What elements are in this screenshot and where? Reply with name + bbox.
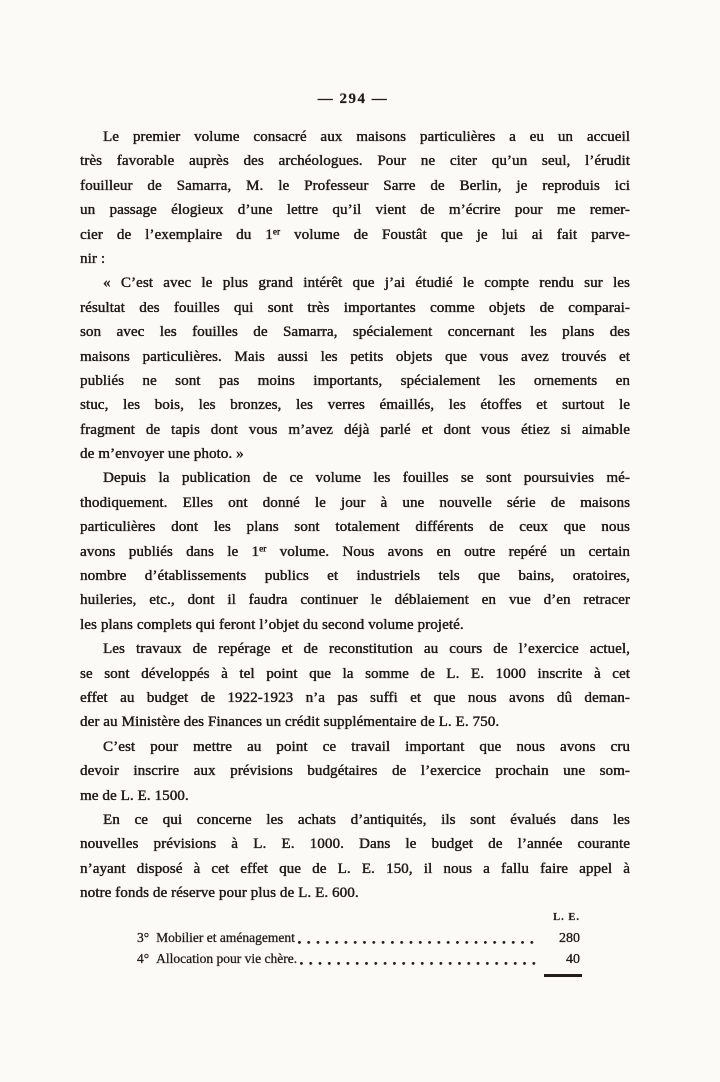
- text-line: nombre d’établissements publics et industriels tels que bains, oratoires,: [80, 568, 630, 585]
- text-line: « C’est avec le plus grand intérêt que j’ai étudié le compte rendu sur les: [103, 275, 630, 292]
- paragraph: [80, 808, 630, 906]
- text-line: nouvelles prévisions à L. E. 1000. Dans le budget de l’année courante: [80, 836, 630, 853]
- currency-header: L. E.: [553, 912, 580, 923]
- text-line: Le premier volume consacré aux maisons particulières a eu un accueil: [103, 129, 630, 145]
- text-line: très favorable auprès des archéologues. Pour ne citer qu’un seul, l’érudit: [80, 153, 630, 170]
- text-line: fragment de tapis dont vous m’avez déjà parlé et dont vous étiez si aimable: [80, 421, 630, 438]
- budget-row-label: Allocation pour vie chère.: [156, 951, 298, 966]
- text-line: C’est pour mettre au point ce travail important que nous avons cru: [103, 738, 630, 755]
- text-line: fouilleur de Samarra, M. le Professeur Sarre de Berlin, je reproduis ici: [80, 177, 630, 194]
- text-line: maisons particulières. Mais aussi les petits objets que vous avez trouvés et: [80, 348, 630, 365]
- budget-table: [80, 911, 630, 977]
- text-line: les plans complets qui feront l’objet du second volume projeté.: [80, 616, 464, 633]
- text-line: un passage élogieux d’une lettre qu’il vient de m’écrire pour me remer-: [80, 202, 630, 219]
- paragraph: [80, 735, 630, 808]
- text-line: n’ayant disposé à cet effet que de L. E. 150, il nous a fallu faire appel à: [80, 860, 630, 877]
- text-line: publiés ne sont pas moins importants, spécialement les ornements en: [80, 372, 630, 389]
- text-line: stuc, les bois, les bronzes, les verres émaillés, les étoffes et surtout le: [80, 397, 630, 414]
- text-line: avons publiés dans le 1er volume. Nous avons en outre repéré un certain: [80, 543, 630, 560]
- sum-rule: [544, 974, 582, 977]
- budget-row: [80, 948, 630, 969]
- text-line: der au Ministère des Finances un crédit supplémentaire de L. E. 750.: [80, 714, 500, 731]
- text-line: huileries, etc., dont il faudra continuer le déblaiement en vue d’en retracer: [80, 592, 630, 609]
- text-line: devoir inscrire aux prévisions budgétaires de l’exercice prochain une som-: [80, 763, 630, 780]
- text-line: se sont développés à tel point que la somme de L. E. 1000 inscrite à cet: [80, 665, 630, 682]
- dot-leader: [300, 959, 538, 965]
- page-number: — 294 —: [317, 91, 389, 107]
- text-line: notre fonds de réserve pour plus de L. E. 600.: [80, 885, 359, 902]
- paragraph: [80, 125, 630, 271]
- text-line: son avec les fouilles de Samarra, spécialement concernant les plans des: [80, 324, 630, 341]
- budget-row-label: Mobilier et aménagement: [156, 930, 295, 945]
- budget-row-ordinal: 4°: [137, 951, 150, 966]
- budget-row-value: 280: [559, 931, 580, 946]
- text-line: Les travaux de repérage et de reconstitution au cours de l’exercice actuel,: [103, 641, 630, 658]
- text-line: cier de l’exemplaire du 1er volume de Foustât que je lui ai fait parve-: [80, 226, 630, 243]
- dot-leader: [298, 938, 538, 944]
- text-line: thodiquement. Elles ont donné le jour à une nouvelle série de maisons: [80, 494, 630, 511]
- text-line: Depuis la publication de ce volume les fouilles se sont poursuivies mé-: [103, 470, 630, 487]
- text-line: de m’envoyer une photo. »: [80, 446, 244, 463]
- paragraph: [80, 271, 630, 466]
- budget-row-value: 40: [566, 952, 580, 967]
- text-line: effet au budget de 1922-1923 n’a pas suffi et que nous avons dû deman-: [80, 689, 630, 706]
- budget-row-ordinal: 3°: [137, 930, 150, 945]
- paragraph: [80, 466, 630, 637]
- text-line: nir :: [80, 250, 106, 267]
- text-line: résultat des fouilles qui sont très importantes comme objets de comparai-: [80, 299, 630, 316]
- text-line: me de L. E. 1500.: [80, 787, 189, 804]
- page-body: [80, 125, 630, 906]
- text-line: particulières dont les plans sont totalement différents de ceux que nous: [80, 519, 630, 536]
- paragraph: [80, 637, 630, 735]
- budget-row: [80, 927, 630, 948]
- text-line: En ce qui concerne les achats d’antiquités, ils sont évalués dans les: [103, 811, 630, 828]
- budget-rows: [80, 927, 630, 969]
